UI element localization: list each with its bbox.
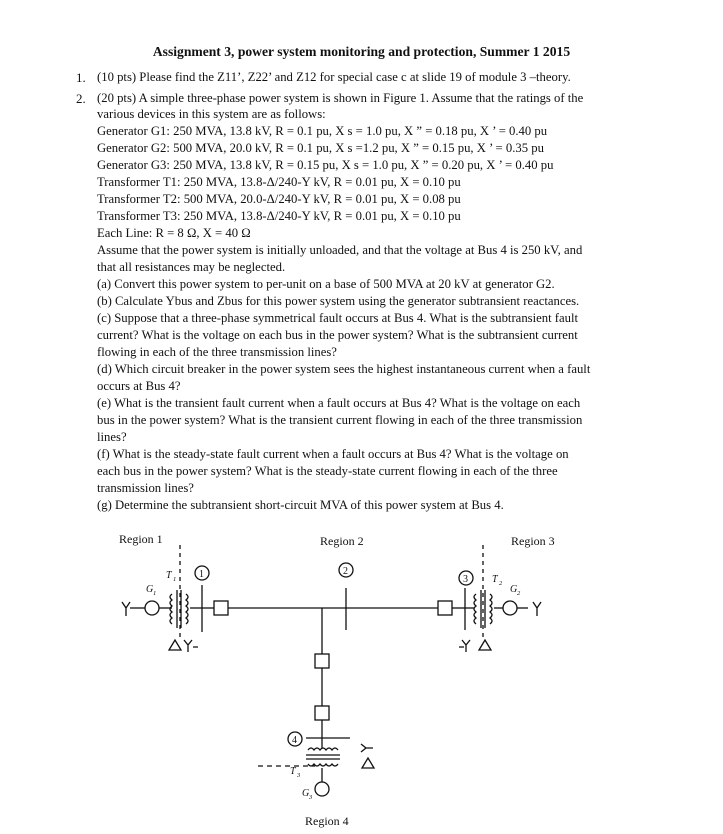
question-2-number: 2. [76,91,86,106]
question-2-line: Generator G1: 250 MVA, 13.8 kV, R = 0.1 pu, X s = 1.0 pu, X ” = 0.18 pu, X ’ = 0.40 pu [97,124,548,138]
breaker-4-2 [315,706,329,720]
question-2-line: (a) Convert this power system to per-unit on a base of 500 MVA at 20 kV at generator G2. [97,277,555,291]
question-1-text: (10 pts) Please find the Z11’, Z22’ and Z12 for special case c at slide 19 of module 3 –theory. [97,70,571,84]
question-2-line: that all resistances may be neglected. [97,260,286,274]
question-2-line: (20 pts) A simple three-phase power system is shown in Figure 1. Assume that the ratings of the [97,91,584,105]
question-2-line: Transformer T2: 500 MVA, 20.0-Δ/240-Y kV, R = 0.01 pu, X = 0.08 pu [97,192,461,206]
t3-wye-ground-icon [361,744,373,752]
question-2-line: (b) Calculate Ybus and Zbus for this power system using the generator subtransient reactances. [97,294,580,308]
question-2-line: current? What is the voltage on each bus in the power system? What is the subtransient current [97,328,578,342]
g2-wye-ground-icon [533,602,541,616]
bus-4-label: 4 [292,735,297,746]
power-system-diagram [0,520,723,834]
t2-delta-icon [479,640,491,650]
region-4-label: Region 4 [305,814,349,828]
t3-delta-icon [362,758,374,768]
question-2-line: various devices in this system are as follows: [97,107,326,121]
breaker-1-2 [214,601,228,615]
question-2-line: (d) Which circuit breaker in the power system sees the highest instantaneous current when a fault [97,362,591,376]
t1-secondary-coil [186,594,188,624]
g1-wye-ground-icon [122,602,130,616]
region-3-label: Region 3 [511,534,555,548]
t3-sub-label: 3 [297,772,301,779]
breaker-2-4 [315,654,329,668]
generator-g2 [503,601,517,615]
t3-secondary-coil [308,764,338,766]
question-2-line: occurs at Bus 4? [97,379,181,393]
g1-sub-label: 1 [153,590,157,597]
t1-label: T [166,570,172,581]
bus-3-label: 3 [463,574,468,585]
t1-primary-coil [170,594,172,624]
generator-g1 [145,601,159,615]
t2-sub-label: 2 [499,580,503,587]
t2-label: T [492,574,498,585]
t1-sub-label: 1 [173,576,177,583]
generator-g3 [315,782,329,796]
g2-label: G [510,584,518,595]
t2-wye-ground-icon [459,640,470,652]
t1-wye-ground-icon [184,640,198,652]
g2-sub-label: 2 [517,590,521,597]
question-2-line: bus in the power system? What is the transient current flowing in each of the three transmission [97,413,583,427]
bus-1-label: 1 [199,569,204,580]
question-2-line: each bus in the power system? What is the steady-state current flowing in each of the three [97,464,558,478]
question-2-line: Transformer T3: 250 MVA, 13.8-Δ/240-Y kV, R = 0.01 pu, X = 0.10 pu [97,209,461,223]
region-2-label: Region 2 [320,534,364,548]
t3-primary-coil [308,748,338,750]
question-2-line: (c) Suppose that a three-phase symmetrical fault occurs at Bus 4. What is the subtransient fault [97,311,579,325]
question-2-line: Each Line: R = 8 Ω, X = 40 Ω [97,226,251,240]
g3-sub-label: 3 [309,794,313,801]
g1-label: G [146,584,154,595]
question-2-line: transmission lines? [97,481,194,495]
question-2-line: Assume that the power system is initially unloaded, and that the voltage at Bus 4 is 250 kV, and [97,243,583,257]
question-2-line: flowing in each of the three transmission lines? [97,345,337,359]
region-1-label: Region 1 [119,532,163,546]
assignment-title: Assignment 3, power system monitoring and protection, Summer 1 2015 [152,44,571,59]
t1-delta-icon [169,640,181,650]
question-2-line: (g) Determine the subtransient short-circuit MVA of this power system at Bus 4. [97,498,504,512]
question-2-line: lines? [97,430,127,444]
bus-2-label: 2 [343,566,348,577]
question-2-line: Generator G3: 250 MVA, 13.8 kV, R = 0.15 pu, X s = 1.0 pu, X ” = 0.20 pu, X ’ = 0.40 pu [97,158,554,172]
breaker-2-3 [438,601,452,615]
question-2-line: Generator G2: 500 MVA, 20.0 kV, R = 0.1 pu, X s =1.2 pu, X ” = 0.15 pu, X ’ = 0.35 pu [97,141,544,155]
t2-primary-coil [474,594,476,624]
g3-label: G [302,788,310,799]
question-1-number: 1. [76,70,86,85]
question-2-line: (e) What is the transient fault current when a fault occurs at Bus 4? What is the voltage on each [97,396,581,410]
t2-secondary-coil [490,594,492,624]
question-2-line: Transformer T1: 250 MVA, 13.8-Δ/240-Y kV, R = 0.01 pu, X = 0.10 pu [97,175,461,189]
question-2-line: (f) What is the steady-state fault current when a fault occurs at Bus 4? What is the voltage on [97,447,569,461]
t3-label: T [290,766,296,777]
